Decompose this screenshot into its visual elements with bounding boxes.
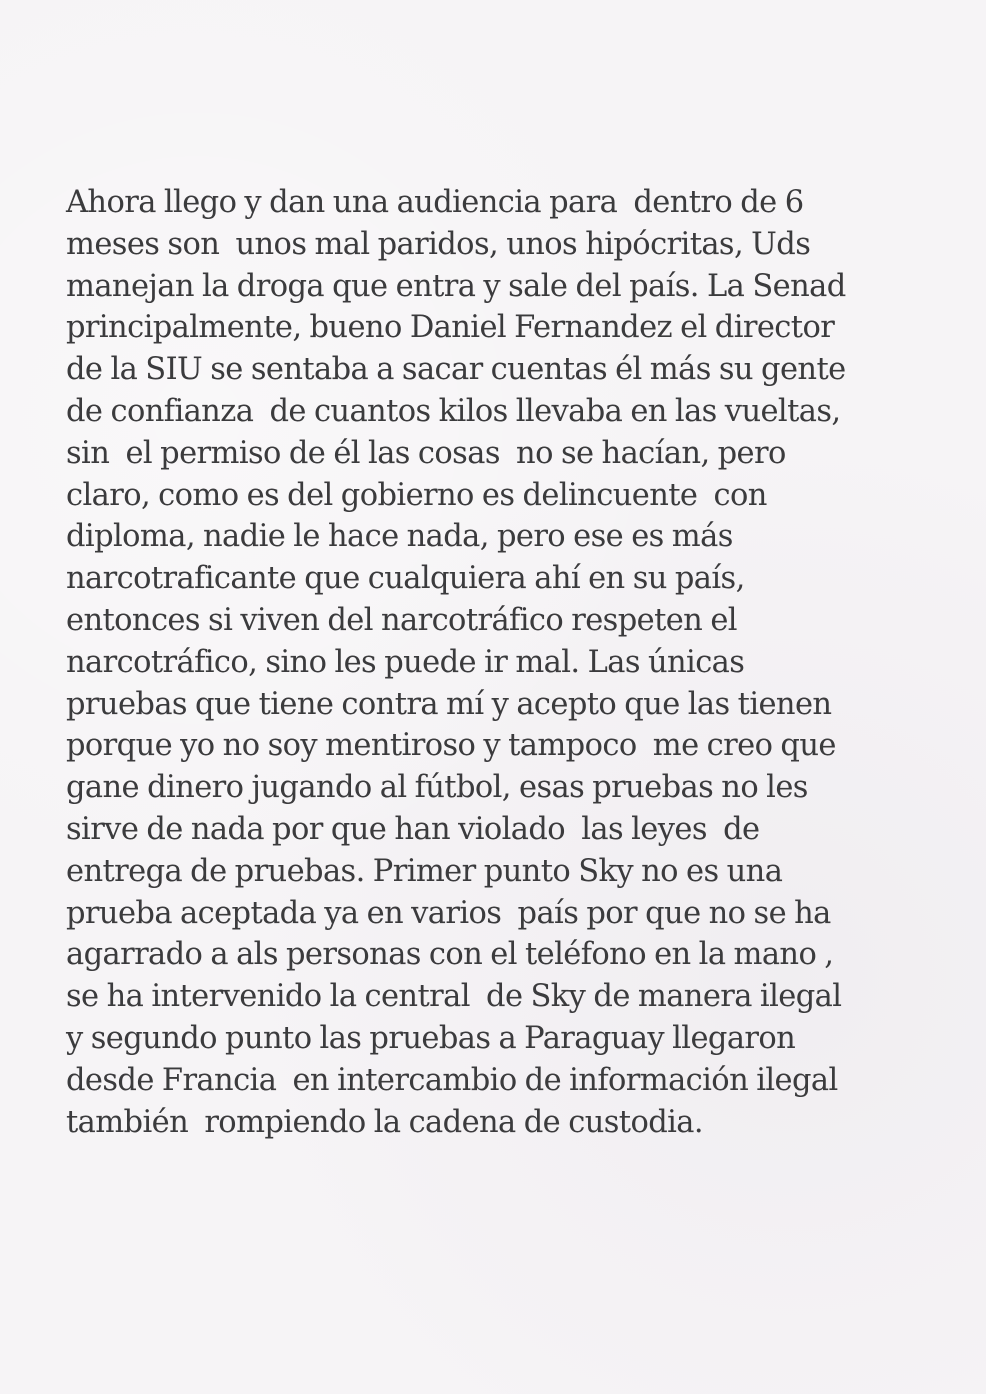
note-line: claro, como es del gobierno es delincuente con	[66, 477, 767, 513]
note-line: entrega de pruebas. Primer punto Sky no es una	[66, 853, 783, 889]
note-line: diploma, nadie le hace nada, pero ese es más	[66, 519, 733, 555]
note-line: principalmente, bueno Daniel Fernandez el director	[66, 310, 835, 346]
note-paragraph	[66, 182, 966, 1143]
note-line: agarrado a als personas con el teléfono en la mano ,	[66, 937, 834, 973]
note-line: sin el permiso de él las cosas no se hacían, pero	[66, 435, 786, 471]
note-line: y segundo punto las pruebas a Paraguay llegaron	[66, 1020, 796, 1056]
note-line: prueba aceptada ya en varios país por que no se ha	[66, 895, 831, 931]
note-line: meses son unos mal paridos, unos hipócritas, Uds	[66, 226, 811, 262]
note-line: de confianza de cuantos kilos llevaba en las vueltas,	[66, 393, 841, 429]
note-line: sirve de nada por que han violado las leyes de	[66, 811, 760, 847]
note-line: manejan la droga que entra y sale del país. La Senad	[66, 268, 846, 304]
note-line: gane dinero jugando al fútbol, esas pruebas no les	[66, 770, 808, 806]
note-line: también rompiendo la cadena de custodia.	[66, 1104, 703, 1140]
note-line: narcotráfico, sino les puede ir mal. Las únicas	[66, 644, 745, 680]
note-line: pruebas que tiene contra mí y acepto que las tienen	[66, 686, 832, 722]
note-line: porque yo no soy mentiroso y tampoco me creo que	[66, 728, 836, 764]
note-line: entonces si viven del narcotráfico respeten el	[66, 602, 737, 638]
note-line: Ahora llego y dan una audiencia para dentro de 6	[66, 185, 804, 220]
note-line: de la SIU se sentaba a sacar cuentas él más su gente	[66, 352, 846, 388]
note-line: narcotraficante que cualquiera ahí en su país,	[66, 561, 745, 597]
note-line: desde Francia en intercambio de información ilegal	[66, 1062, 838, 1098]
note-line: se ha intervenido la central de Sky de manera ilegal	[66, 979, 842, 1015]
